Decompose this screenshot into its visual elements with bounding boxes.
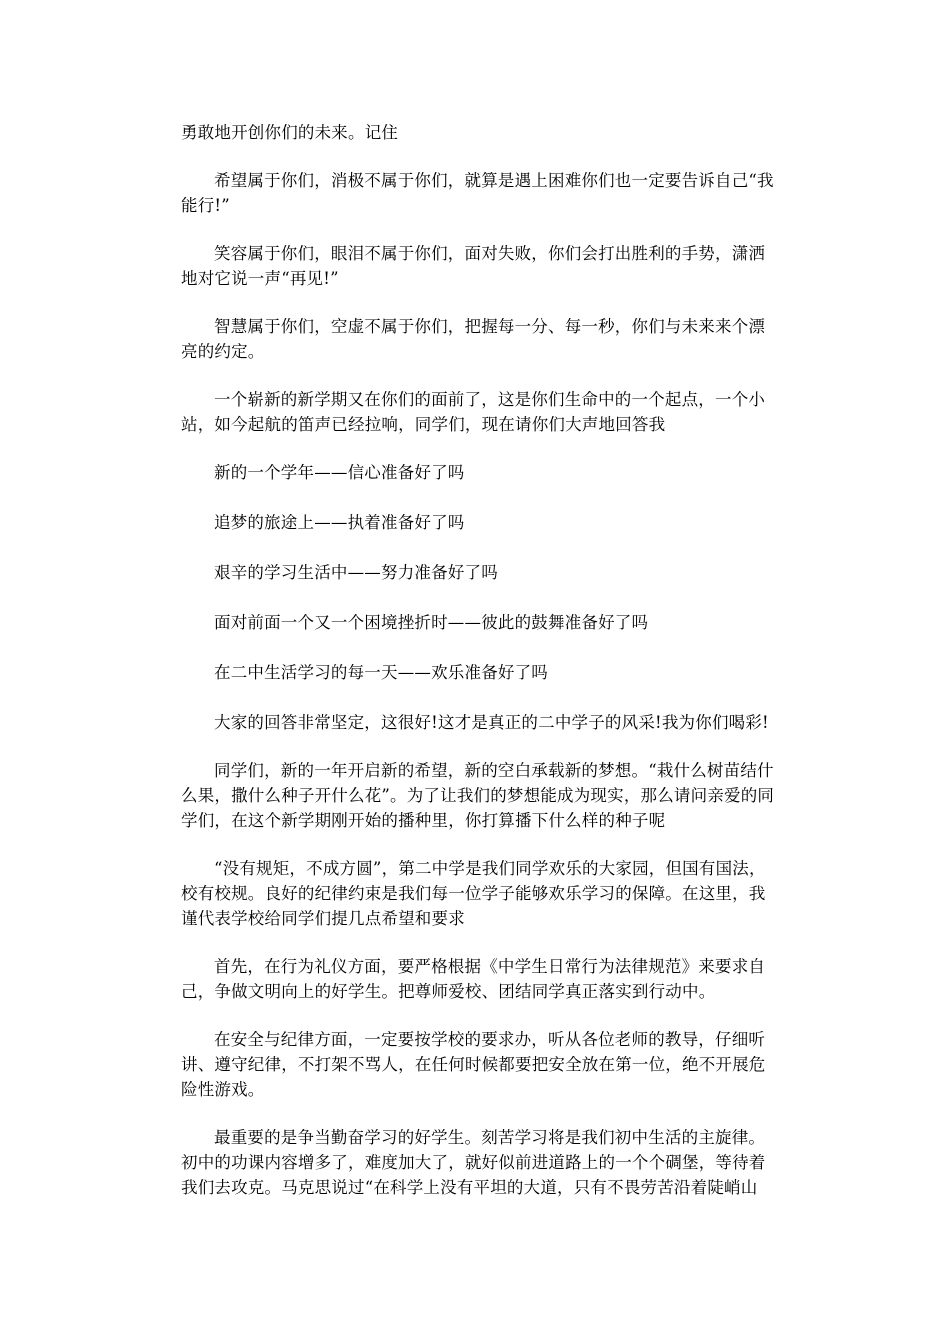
paragraph: 新的一个学年——信心准备好了吗 xyxy=(214,463,465,482)
paragraph: 艰辛的学习生活中——努力准备好了吗 xyxy=(214,563,498,582)
paragraph: 在二中生活学习的每一天——欢乐准备好了吗 xyxy=(214,663,548,682)
paragraph: 首先，在行为礼仪方面，要严格根据《中学生日常行为法律规范》来要求自己，争做文明向上的好学生。把尊师爱校、团结同学真正落实到行动中。 xyxy=(181,957,766,1001)
paragraph: 勇敢地开创你们的未来。记住 xyxy=(181,123,399,142)
document-body xyxy=(181,120,776,1223)
paragraph: “没有规矩，不成方圆”，第二中学是我们同学欢乐的大家园，但国有国法，校有校规。良好的纪律约束是我们每一位学子能够欢乐学习的保障。在这里，我谨代表学校给同学们提几点希望和要求 xyxy=(181,859,766,928)
paragraph: 同学们，新的一年开启新的希望，新的空白承载新的梦想。“栽什么树苗结什么果，撒什么种子开什么花”。为了让我们的梦想能成为现实，那么请问亲爱的同学们，在这个新学期刚开始的播种里，你打算播下什么样的种子呢 xyxy=(181,761,775,830)
paragraph: 智慧属于你们，空虚不属于你们，把握每一分、每一秒，你们与未来来个漂亮的约定。 xyxy=(181,317,766,361)
paragraph: 在安全与纪律方面，一定要按学校的要求办，听从各位老师的教导，仔细听讲、遵守纪律，不打架不骂人，在任何时候都要把安全放在第一位，绝不开展危险性游戏。 xyxy=(181,1030,766,1099)
paragraph: 一个崭新的新学期又在你们的面前了，这是你们生命中的一个起点，一个小站，如今起航的笛声已经拉响，同学们，现在请你们大声地回答我 xyxy=(181,390,766,434)
paragraph: 最重要的是争当勤奋学习的好学生。刻苦学习将是我们初中生活的主旋律。初中的功课内容增多了，难度加大了，就好似前进道路上的一个个碉堡，等待着我们去攻克。马克思说过“在科学上没有平坦的大道，只有不畏劳苦沿着陡峭山 xyxy=(181,1128,766,1197)
paragraph: 希望属于你们，消极不属于你们，就算是遇上困难你们也一定要告诉自己“我能行!” xyxy=(181,171,774,215)
paragraph: 追梦的旅途上——执着准备好了吗 xyxy=(214,513,465,532)
paragraph: 面对前面一个又一个困境挫折时——彼此的鼓舞准备好了吗 xyxy=(214,613,649,632)
paragraph: 大家的回答非常坚定，这很好!这才是真正的二中学子的风采!我为你们喝彩! xyxy=(214,713,769,732)
paragraph: 笑容属于你们，眼泪不属于你们，面对失败，你们会打出胜利的手势，潇洒地对它说一声“再见!” xyxy=(181,244,766,288)
